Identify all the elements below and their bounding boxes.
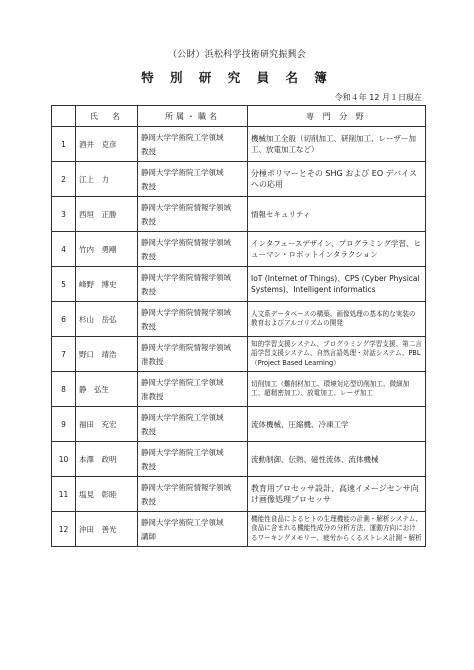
row-number: 7	[52, 337, 76, 372]
position-title: 教授	[141, 321, 156, 331]
position-title: 教授	[141, 286, 156, 296]
position-title: 教授	[141, 181, 156, 191]
affiliation-department: 静岡大学学術院工学領域	[141, 412, 224, 422]
specialty-field: 流動制御、伝熱、磁性流体、流体機械	[248, 442, 426, 477]
position-title: 准教授	[141, 391, 164, 401]
affiliation-department: 静岡大学学術院情報学領域	[141, 342, 231, 352]
affiliation-department: 静岡大学学術院工学領域	[141, 377, 224, 387]
table-row	[52, 337, 426, 372]
position-title: 教授	[141, 251, 156, 261]
row-number: 2	[52, 162, 76, 197]
header-specialty: 専 門 分 野	[248, 106, 426, 127]
header-affiliation: 所属・職名	[138, 106, 248, 127]
position-title: 講師	[141, 531, 156, 541]
researcher-name: 西垣 正勝	[76, 197, 138, 232]
table-header-row	[52, 106, 426, 127]
affiliation-cell	[138, 407, 248, 442]
specialty-field: 知的学習支援システム、プログラミング学習支援、第二言語学習支援システム、自然言語処理・対話システム、PBL（Project Based Learning）	[248, 337, 426, 372]
affiliation-cell	[138, 337, 248, 372]
row-number: 4	[52, 232, 76, 267]
specialty-field: 機械加工全般（切削加工、研削加工、レーザー加工、放電加工など）	[248, 127, 426, 162]
specialty-field: 情報セキュリティ	[248, 197, 426, 232]
table-body	[52, 127, 426, 547]
affiliation-cell	[138, 127, 248, 162]
row-number: 10	[52, 442, 76, 477]
researcher-name: 江上 力	[76, 162, 138, 197]
table-row	[52, 372, 426, 407]
researcher-name: 杉山 岳弘	[76, 302, 138, 337]
affiliation-department: 静岡大学学術院工学領域	[141, 167, 224, 177]
affiliation-department: 静岡大学学術院情報学領域	[141, 202, 231, 212]
affiliation-department: 静岡大学学術院工学領域	[141, 447, 224, 457]
researcher-name: 峰野 博史	[76, 267, 138, 302]
table-row	[52, 162, 426, 197]
table-row	[52, 127, 426, 162]
specialty-field: 切削加工（難削材加工、環境対応型切削加工、微細加工、超精密加工）、放電加工、レーザ加工	[248, 372, 426, 407]
table-row	[52, 442, 426, 477]
position-title: 教授	[141, 461, 156, 471]
affiliation-cell	[138, 372, 248, 407]
affiliation-cell	[138, 267, 248, 302]
table-row	[52, 267, 426, 302]
specialty-field: 分極ポリマーとその SHG および EO デバイスへの応用	[248, 162, 426, 197]
row-number: 5	[52, 267, 76, 302]
researcher-name: 塩見 彰睦	[76, 477, 138, 512]
researcher-name: 野口 靖浩	[76, 337, 138, 372]
researcher-name: 酒井 克彦	[76, 127, 138, 162]
affiliation-department: 静岡大学学術院工学領域	[141, 132, 224, 142]
affiliation-cell	[138, 302, 248, 337]
affiliation-department: 静岡大学学術院情報学領域	[141, 482, 231, 492]
position-title: 教授	[141, 146, 156, 156]
position-title: 教授	[141, 216, 156, 226]
affiliation-cell	[138, 197, 248, 232]
affiliation-cell	[138, 232, 248, 267]
row-number: 8	[52, 372, 76, 407]
table-row	[52, 477, 426, 512]
row-number: 3	[52, 197, 76, 232]
organization-name: （公財）浜松科学技術研究振興会	[167, 50, 306, 60]
researcher-name: 沖田 善光	[76, 512, 138, 547]
affiliation-cell	[138, 442, 248, 477]
header-name: 氏 名	[76, 106, 138, 127]
as-of-date: 令和４年 12 月１日現在	[334, 93, 422, 102]
header-number	[52, 106, 76, 127]
row-number: 1	[52, 127, 76, 162]
researcher-name: 静 弘生	[76, 372, 138, 407]
document-title: 特 別 研 究 員 名 簿	[141, 70, 333, 85]
specialty-field: IoT (Internet of Things)、CPS (Cyber Physical Systems)、Intelligent informatics	[248, 267, 426, 302]
position-title: 教授	[141, 496, 156, 506]
table-row	[52, 197, 426, 232]
affiliation-department: 静岡大学学術院情報学領域	[141, 272, 231, 282]
table-row	[52, 302, 426, 337]
row-number: 6	[52, 302, 76, 337]
affiliation-department: 静岡大学学術院情報学領域	[141, 307, 231, 317]
affiliation-cell	[138, 512, 248, 547]
table-row	[52, 407, 426, 442]
row-number: 9	[52, 407, 76, 442]
affiliation-cell	[138, 162, 248, 197]
specialty-field: 流体機械、圧縮機、冷凍工学	[248, 407, 426, 442]
researcher-name: 本澤 政明	[76, 442, 138, 477]
specialty-field: 機能性食品によるヒトの生理機能の計測・解析システム、食品に含まれる機能性成分の分析方法、運動方向におけるワーキングメモリー、疲労からくるストレス計測・解析	[248, 512, 426, 547]
row-number: 11	[52, 477, 76, 512]
row-number: 12	[52, 512, 76, 547]
affiliation-department: 静岡大学学術院情報学領域	[141, 237, 231, 247]
position-title: 教授	[141, 426, 156, 436]
specialty-field: 教育用プロセッサ設計、高速イメージセンサ向け画像処理プロセッサ	[248, 477, 426, 512]
specialty-field: 人文系データベースの構築、画像処理の基本的な実装の教育およびアルゴリズムの開発	[248, 302, 426, 337]
position-title: 准教授	[141, 356, 164, 366]
researcher-roster-table	[51, 105, 426, 547]
specialty-field: インタフェースデザイン、プログラミング学習、ヒューマン・ロボットインタラクション	[248, 232, 426, 267]
researcher-name: 竹内 勇剛	[76, 232, 138, 267]
affiliation-department: 静岡大学学術院工学領域	[141, 517, 224, 527]
affiliation-cell	[138, 477, 248, 512]
table-row	[52, 512, 426, 547]
researcher-name: 福田 充宏	[76, 407, 138, 442]
table-row	[52, 232, 426, 267]
